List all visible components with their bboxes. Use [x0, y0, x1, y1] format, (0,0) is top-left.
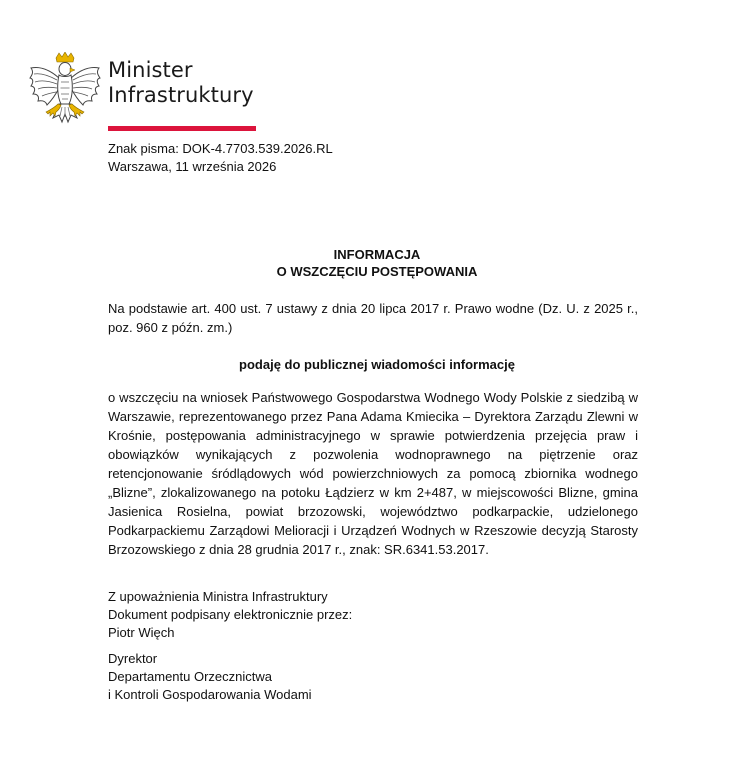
title-line2: O WSZCZĘCIU POSTĘPOWANIA — [276, 264, 478, 279]
flag-red-stripe — [108, 126, 256, 131]
letterhead — [28, 50, 268, 136]
authorization-line: Z upoważnienia Ministra Infrastruktury — [108, 589, 328, 604]
body-paragraph: o wszczęciu na wniosek Państwowego Gospodarstwa Wodnego Wody Polskie z siedzibą w Warszawie, reprezentowanego przez Pana Adama Kmiecika – Dyrektora Zarządu Zlewni w Krośnie, postępowania administracyjnego w sprawie potwierdzenia przejęcia praw i obowiązków wynikających z pozwolenia wodnoprawnego na piętrzenie oraz retencjonowanie śródlądowych wód powierzchniowych za pomocą zbiornika wodnego „Blizne”, zlokalizowanego na potoku Łądzierz w km 2+487, w miejscowości Blizne, gmina Jasienica Rosielna, powiat brzozowski, województwo podkarpackie, udzielonego Podkarpackiemu Zarządowi Melioracji i Urządzeń Wodnych w Rzeszowie decyzją Starosty Brzozowskiego z dnia 28 grudnia 2017 r., znak: SR.6341.53.2017. — [108, 390, 638, 557]
title-line1: INFORMACJA — [333, 247, 421, 262]
e-signature-line: Dokument podpisany elektronicznie przez: — [108, 607, 353, 622]
legal-basis-paragraph: Na podstawie art. 400 ust. 7 ustawy z dnia 20 lipca 2017 r. Prawo wodne (Dz. U. z 2025 r., poz. 960 z późn. zm.) — [108, 301, 638, 335]
place-and-date: Warszawa, 11 września 2026 — [108, 159, 277, 174]
document-meta — [108, 140, 333, 176]
signer-position: Dyrektor — [108, 651, 158, 666]
department-line2: i Kontroli Gospodarowania Wodami — [108, 687, 312, 702]
signer-name: Piotr Więch — [108, 625, 175, 640]
case-reference: Znak pisma: DOK-4.7703.539.2026.RL — [108, 141, 333, 156]
signature-block — [108, 588, 352, 642]
document-title — [108, 246, 646, 280]
ministry-name-line1: Minister — [108, 58, 193, 82]
national-flag-bar — [108, 123, 256, 131]
signer-position-block — [108, 650, 312, 704]
department-line1: Departamentu Orzecznictwa — [108, 669, 273, 684]
polish-eagle-icon — [28, 52, 102, 134]
announcement-line: podaję do publicznej wiadomości informację — [239, 357, 515, 372]
ministry-name-line2: Infrastruktury — [108, 83, 254, 107]
ministry-name — [108, 58, 254, 108]
